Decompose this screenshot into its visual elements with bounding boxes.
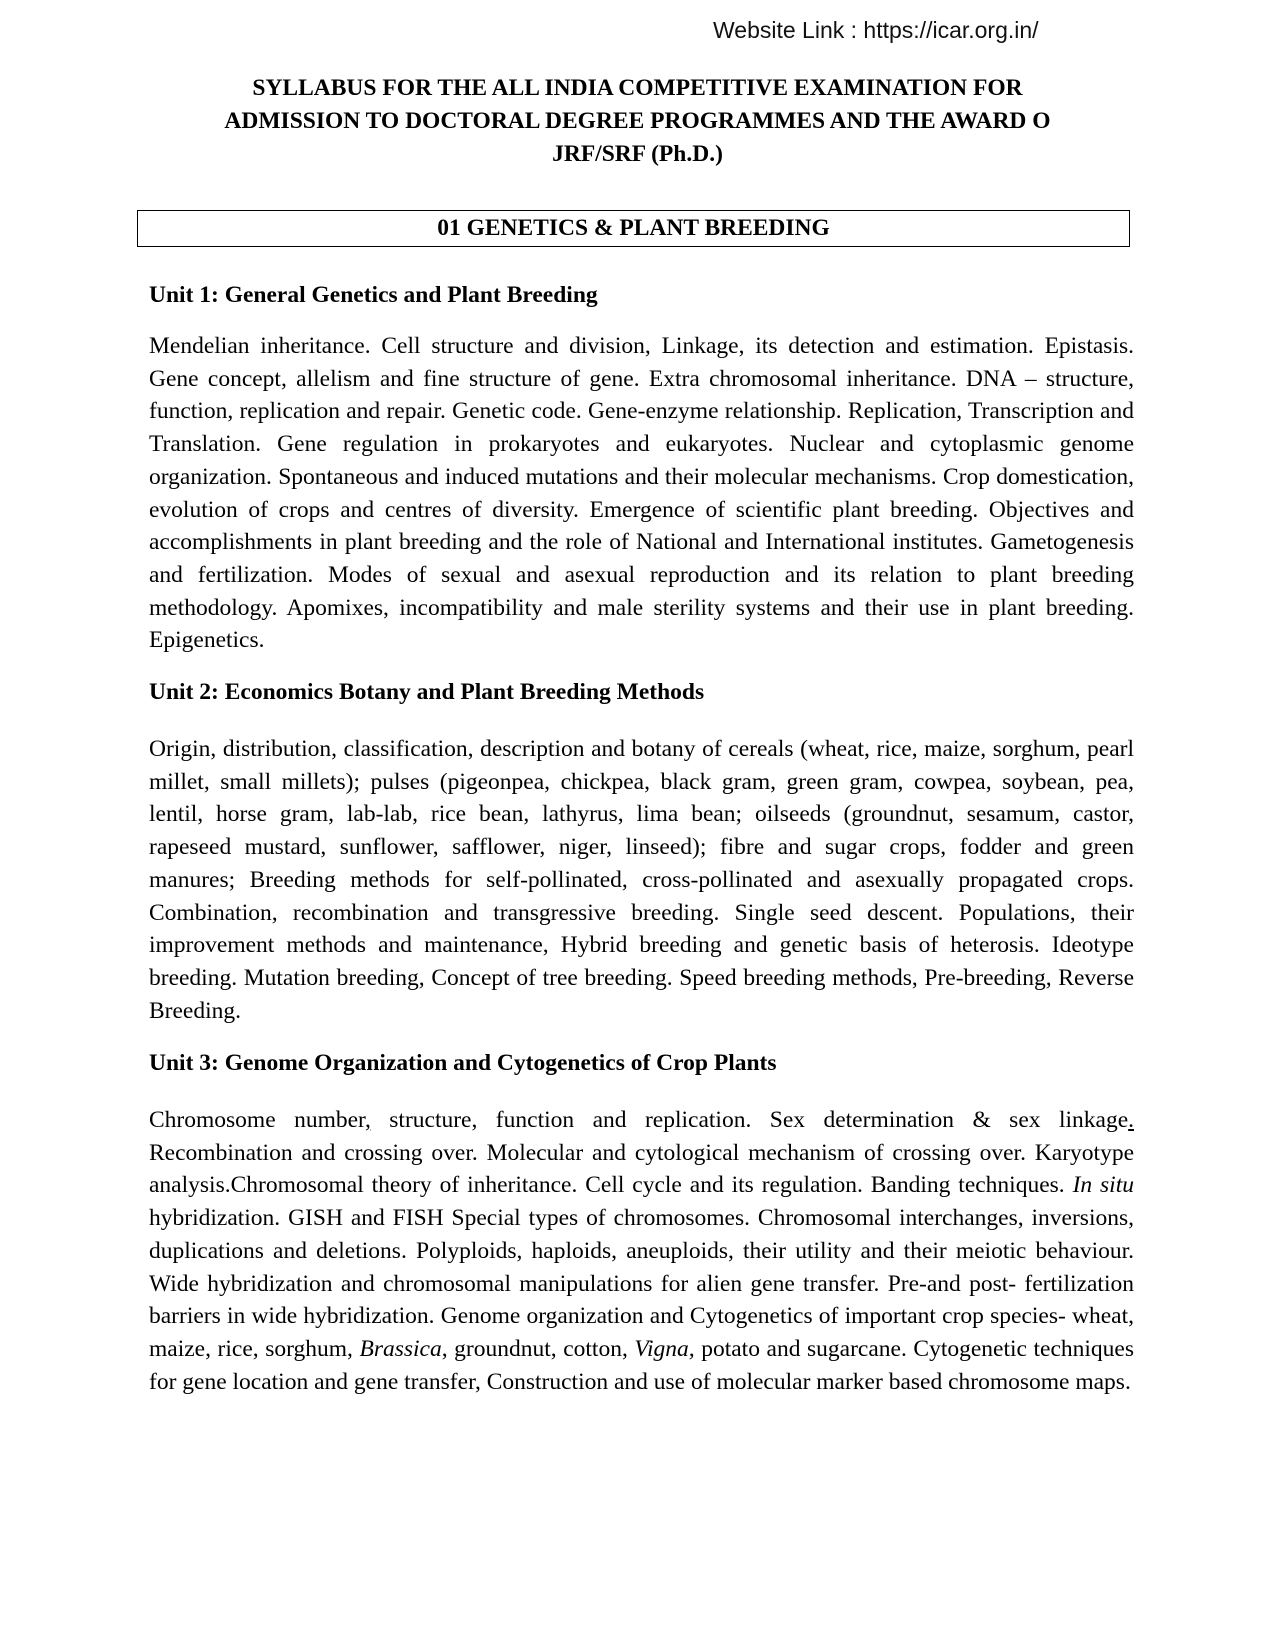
document-title <box>150 72 1125 171</box>
underlined-comma: , <box>364 1107 371 1133</box>
unit-3-heading: Unit 3: Genome Organization and Cytogenetics of Crop Plants <box>149 1050 777 1076</box>
italic-brassica: Brassica <box>359 1335 442 1362</box>
unit-3-text: Chromosome number <box>149 1107 365 1133</box>
italic-in-situ: In situ <box>1072 1172 1134 1199</box>
unit-3-body <box>149 1104 1134 1398</box>
unit-2-body: Origin, distribution, classification, description and botany of cereals (wheat, rice, maize, sorghum, pearl millet, small millets); pulses (pigeonpea, chickpea, black gram, green gram, cowpea, soybean, pea, lentil, horse gram, lab-lab, rice bean, lathyrus, lima bean; oilseeds (groundnut, sesamum, castor, rapeseed mustard, sunflower, safflower, niger, linseed); fibre and sugar crops, fodder and green manures; Breeding methods for self-pollinated, cross-pollinated and asexually propagated crops. Combination, recombination and transgressive breeding. Single seed descent. Populations, their improvement methods and maintenance, Hybrid breeding and genetic basis of heterosis. Ideotype breeding. Mutation breeding, Concept of tree breeding. Speed breeding methods, Pre-breeding, Reverse Breeding. <box>149 736 1134 1024</box>
unit-3-text: hybridization. GISH and FISH Special types of chromosomes. Chromosomal interchanges, inversions, duplications and deletions. Polyploids, haploids, aneuploids, their utility and their meiotic behaviour. Wide hybridization and chromosomal manipulations for alien gene transfer. Pre-and post- fertilization barriers in wide hybridization. Genome organization and Cytogenetics of important crop species- wheat, maize, rice, sorghum, <box>149 1205 1134 1362</box>
unit-3-text: , groundnut, cotton, <box>441 1335 635 1362</box>
subject-heading-box: 01 GENETICS & PLANT BREEDING <box>137 210 1130 247</box>
title-line-1: SYLLABUS FOR THE ALL INDIA COMPETITIVE EXAMINATION FOR <box>252 75 1023 101</box>
unit-2-heading: Unit 2: Economics Botany and Plant Breeding Methods <box>149 679 705 705</box>
unit-1-heading: Unit 1: General Genetics and Plant Breeding <box>149 282 598 308</box>
italic-vigna: Vigna, <box>634 1335 695 1362</box>
unit-3-text: potato and sugarcane. Cytogenetic techniques for gene location and gene transfer, Construction and use of molecular marker based chromosome maps. <box>149 1335 1135 1395</box>
title-line-3: JRF/SRF (Ph.D.) <box>552 141 723 167</box>
unit-1-body: Mendelian inheritance. Cell structure and division, Linkage, its detection and estimation. Epistasis. Gene concept, allelism and fine structure of gene. Extra chromosomal inheritance. DNA – structure, function, replication and repair. Genetic code. Gene-enzyme relationship. Replication, Transcription and Translation. Gene regulation in prokaryotes and eukaryotes. Nuclear and cytoplasmic genome organization. Spontaneous and induced mutations and their molecular mechanisms. Crop domestication, evolution of crops and centres of diversity. Emergence of scientific plant breeding. Objectives and accomplishments in plant breeding and the role of National and International institutes. Gametogenesis and fertilization. Modes of sexual and asexual reproduction and its relation to plant breeding methodology. Apomixes, incompatibility and male sterility systems and their use in plant breeding. Epigenetics. <box>149 333 1134 654</box>
website-link[interactable]: Website Link : https://icar.org.in/ <box>713 17 1039 43</box>
underlined-period: . <box>1128 1107 1134 1133</box>
unit-3-text: Recombination and crossing over. Molecular and cytological mechanism of crossing over. Karyotype analysis.Chromosomal theory of inheritance. Cell cycle and its regulation. Banding techniques. <box>149 1139 1134 1199</box>
title-line-2: ADMISSION TO DOCTORAL DEGREE PROGRAMMES AND THE AWARD O <box>224 108 1051 134</box>
unit-3-text: structure, function and replication. Sex determination & sex linkage <box>370 1107 1129 1133</box>
